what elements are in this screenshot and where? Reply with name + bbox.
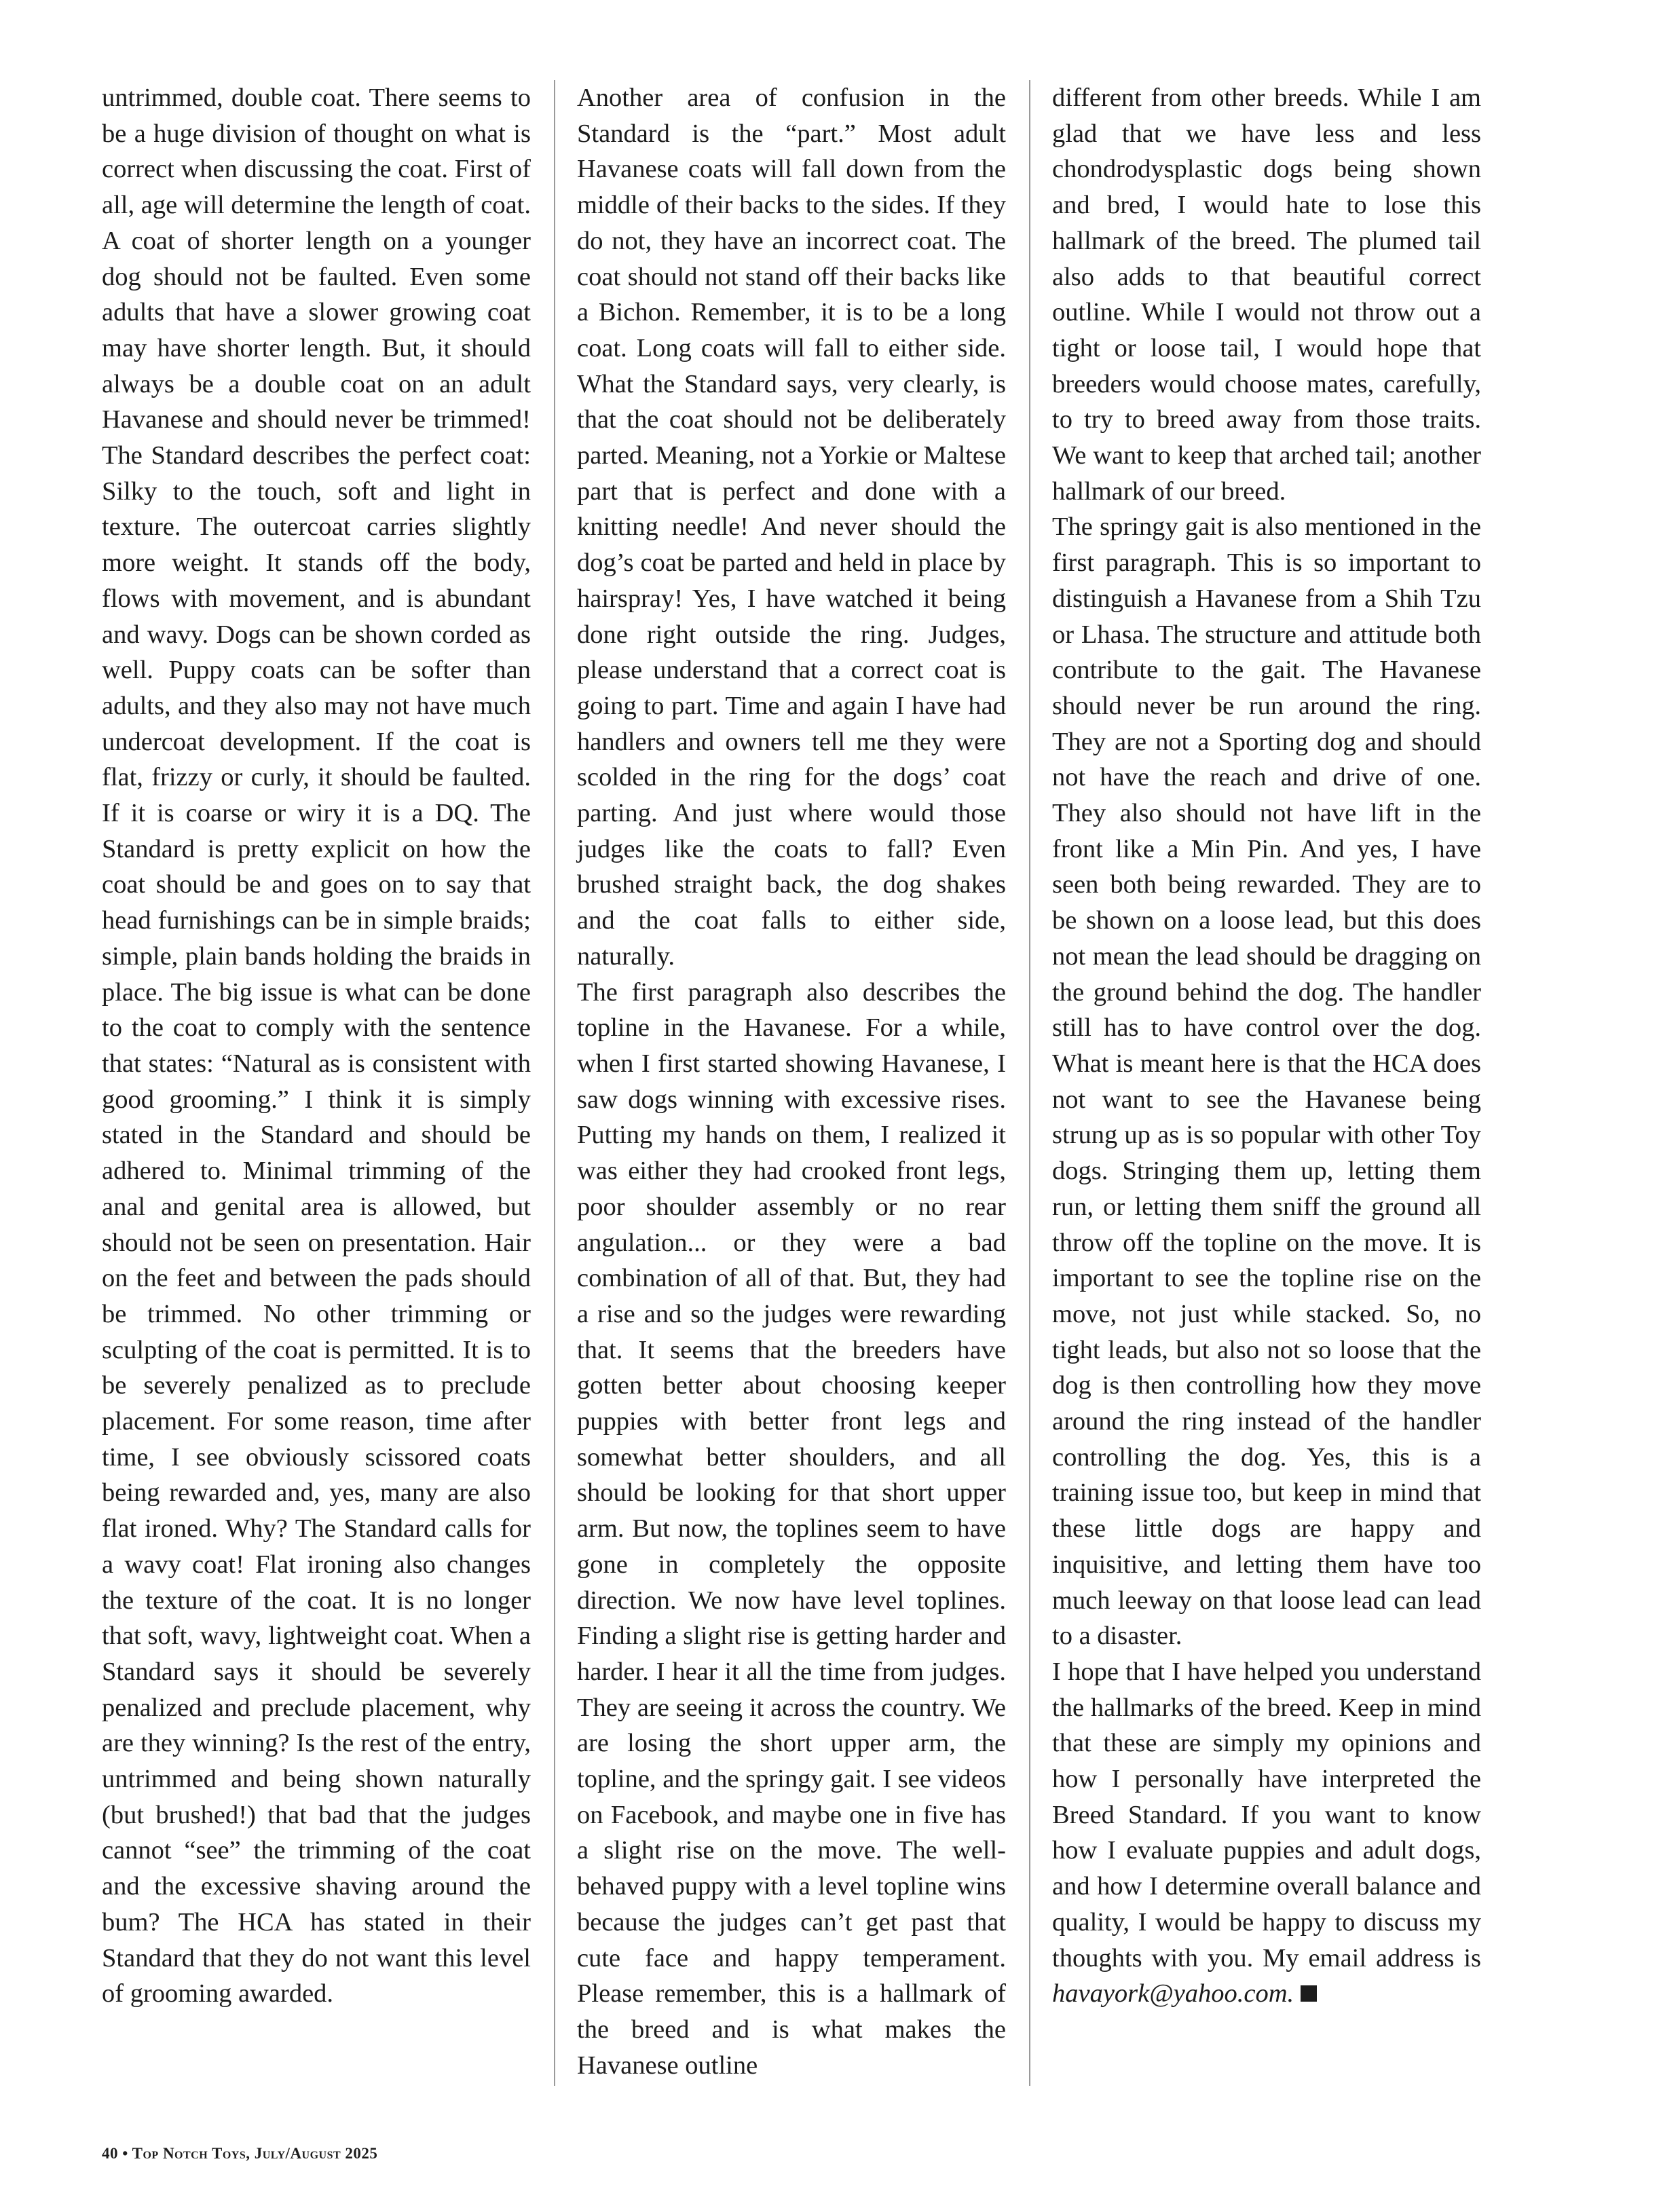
paragraph: The springy gait is also mentioned in the first paragraph. This is so important to distinguish a Havanese from a Shih Tzu or Lhasa. The structure and attitude both contribute to the gait. The Havanese should never be run around the ring. They are not a Sporting dog and should not have the reach and drive of one. They also should not have lift in the front like a Min Pin. And yes, I have seen both being rewarded. They are to be shown on a loose lead, but this does not mean the lead should be dragging on the ground behind the dog. The handler still has to have control over the dog. What is meant here is that the HCA does not want to see the Havanese being strung up as is so popular with other Toy dogs. Stringing them up, letting them run, or letting them sniff the ground all throw off the topline on the move. It is important to see the topline rise on the move, not just while stacked. So, no tight leads, but also not so loose that the dog is then controlling how they move around the ring instead of the handler controlling the dog. Yes, this is a training issue too, but keep in mind that these little dogs are happy and inquisitive, and letting them have too much leeway on that loose lead can lead to a disaster. bbox=[1052, 512, 1481, 1651]
article-column-2 bbox=[577, 80, 1006, 2083]
paragraph: Another area of confusion in the Standard is the “part.” Most adult Havanese coats will fall down from the middle of their backs to the sides. If they do not, they have an incorrect coat. The coat should not stand off their backs like a Bichon. Remember, it is to be a long coat. Long coats will fall to either side. What the Standard says, very clearly, is that the coat should not be deliberately parted. Meaning, not a Yorkie or Maltese part that is perfect and done with a knitting needle! And never should the dog’s coat be parted and held in place by hairspray! Yes, I have watched it being done right outside the ring. Judges, please understand that a correct coat is going to part. Time and again I have had handlers and owners tell me they were scolded in the ring for the dogs’ coat parting. And just where would those judges like the coats to fall? Even brushed straight back, the dog shakes and the coat falls to either side, naturally. bbox=[577, 83, 1006, 971]
paragraph: different from other breeds. While I am glad that we have less and less chondrodysplastic dogs being shown and bred, I would hate to lose this hallmark of the breed. The plumed tail also adds to that beautiful correct outline. While I would not throw out a tight or loose tail, I would hope that breeders would choose mates, carefully, to try to breed away from those traits. We want to keep that arched tail; another hallmark of our breed. bbox=[1052, 83, 1481, 506]
article-column-1 bbox=[102, 80, 531, 2012]
closing-paragraph bbox=[1052, 1654, 1481, 2012]
paragraph: The first paragraph also describes the topline in the Havanese. For a while, when I first started showing Havanese, I saw dogs winning with excessive rises. Putting my hands on them, I realized it was either they had crooked front legs, poor shoulder assembly or no rear angulation... or they were a bad combination of all of that. But, they had a rise and so the judges were rewarding that. It seems that the breeders have gotten better about choosing keeper puppies with better front legs and somewhat better shoulders, and all should be looking for that short upper arm. But now, the toplines seem to have gone in completely the opposite direction. We now have level toplines. Finding a slight rise is getting harder and harder. I hear it all the time from judges. They are seeing it across the country. We are losing the short upper arm, the topline, and the springy gait. I see videos on Facebook, and maybe one in five has a slight rise on the move. The well-behaved puppy with a level topline wins because the judges can’t get past that cute face and happy temperament. Please remember, this is a hallmark of the breed and is what makes the Havanese outline bbox=[577, 977, 1006, 2080]
author-email-link[interactable]: havayork@yahoo.com. bbox=[1052, 1979, 1294, 2008]
paragraph: untrimmed, double coat. There seems to be a huge division of thought on what is correct when discussing the coat. First of all, age will determine the length of coat. A coat of shorter length on a younger dog should not be faulted. Even some adults that have a slower growing coat may have shorter length. But, it should always be a double coat on an adult Havanese and should never be trimmed! The Standard describes the perfect coat: Silky to the touch, soft and light in texture. The outercoat carries slightly more weight. It stands off the body, flows with movement, and is abundant and wavy. Dogs can be shown corded as well. Puppy coats can be softer than adults, and they also may not have much undercoat development. If the coat is flat, frizzy or curly, it should be faulted. If it is coarse or wiry it is a DQ. The Standard is pretty explicit on how the coat should be and goes on to say that head furnishings can be in simple braids; simple, plain bands holding the braids in place. The big issue is what can be done to the coat to comply with the sentence that states: “Natural as is consistent with good grooming.” I think it is simply stated in the Standard and should be adhered to. Minimal trimming of the anal and genital area is allowed, but should not be seen on presentation. Hair on the feet and between the pads should be trimmed. No other trimming or sculpting of the coat is permitted. It is to be severely penalized as to preclude placement. For some reason, time after time, I see obviously scissored coats being rewarded and, yes, many are also flat ironed. Why? The Standard calls for a wavy coat! Flat ironing also changes the texture of the coat. It is no longer that soft, wavy, lightweight coat. When a Standard says it should be severely penalized and preclude placement, why are they winning? Is the rest of the entry, untrimmed and being shown naturally (but brushed!) that bad that the judges cannot “see” the trimming of the coat and the excessive shaving around the bum? The HCA has stated in their Standard that they do not want this level of grooming awarded. bbox=[102, 83, 531, 2008]
column-divider bbox=[554, 80, 555, 2086]
column-divider bbox=[1029, 80, 1030, 2086]
article-column-3 bbox=[1052, 80, 1481, 2012]
closing-text: I hope that I have helped you understand the hallmarks of the breed. Keep in mind that these are simply my opinions and how I personally have interpreted the Breed Standard. If you want to know how I evaluate puppies and adult dogs, and how I determine overall balance and quality, I would be happy to discuss my thoughts with you. My email address is bbox=[1052, 1657, 1481, 1972]
page-footer: 40 • Top Notch Toys, July/August 2025 bbox=[102, 2145, 378, 2162]
end-of-article-mark bbox=[1301, 1985, 1317, 2002]
